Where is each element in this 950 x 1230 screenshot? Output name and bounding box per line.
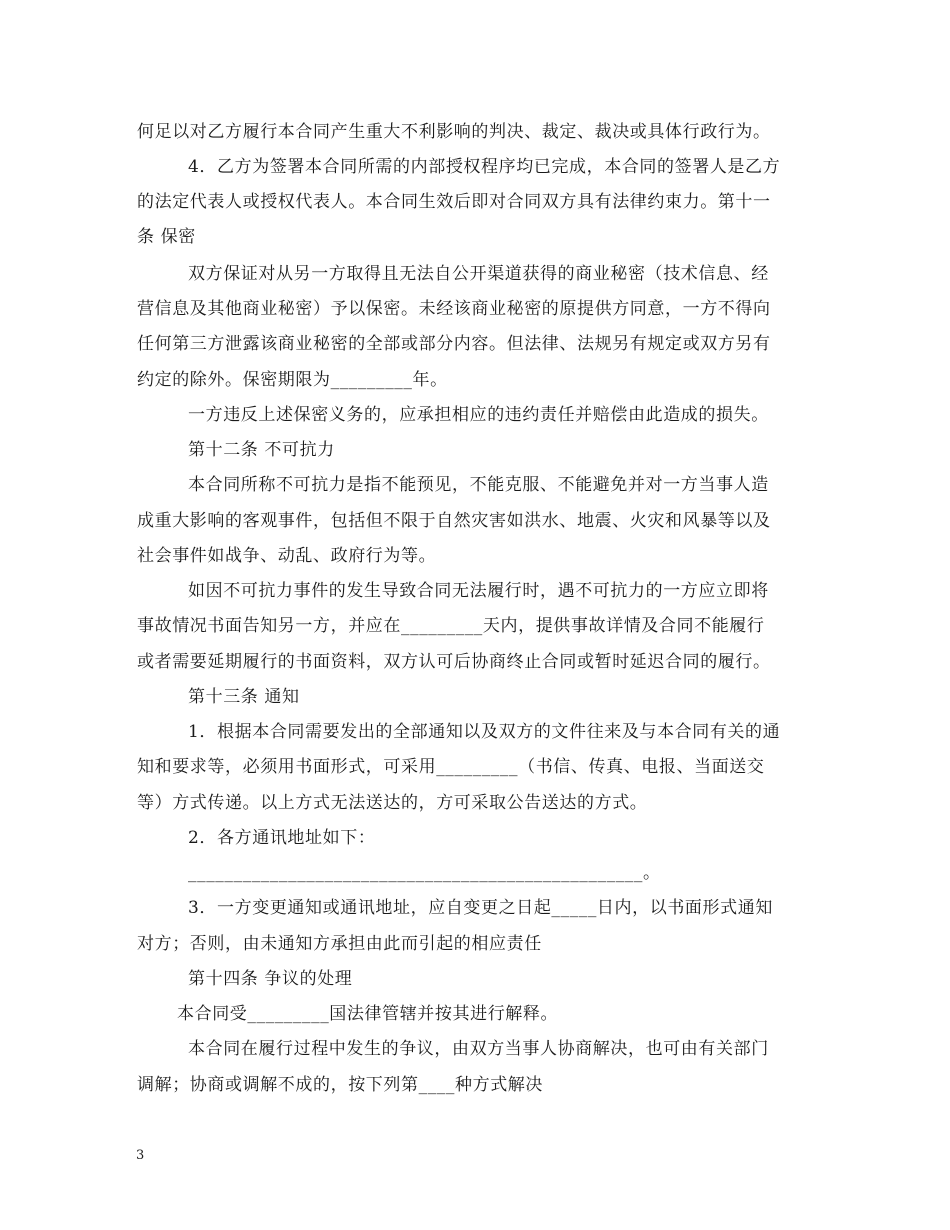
text-line: 2．各方通讯地址如下：: [188, 828, 376, 848]
section-heading: 第十二条 不可抗力: [188, 440, 335, 460]
section-heading: 条 保密: [137, 227, 196, 247]
text-line: 本合同在履行过程中发生的争议，由双方当事人协商解决，也可由有关部门: [188, 1039, 769, 1059]
section-heading: 第十三条 通知: [188, 687, 300, 707]
text-line: 知和要求等，必须用书面形式，可采用_________（书信、传真、电报、当面送交: [137, 757, 765, 777]
text-line: 或者需要延期履行的书面资料，双方认可后协商终止合同或暂时延迟合同的履行。: [137, 652, 771, 672]
text-line: 何足以对乙方履行本合同产生重大不利影响的判决、裁定、裁决或具体行政行为。: [137, 122, 771, 142]
text-line: 事故情况书面告知另一方，并应在_________天内，提供事故详情及合同不能履行: [137, 616, 765, 636]
address-blank-line: __________________________________________________。: [188, 863, 661, 883]
text-line: 双方保证对从另一方取得且无法自公开渠道获得的商业秘密（技术信息、经: [188, 264, 769, 284]
text-line: 一方违反上述保密义务的，应承担相应的违约责任并赔偿由此造成的损失。: [188, 405, 769, 425]
text-line: 营信息及其他商业秘密）予以保密。未经该商业秘密的原提供方同意，一方不得向: [137, 299, 771, 319]
text-line: 4．乙方为签署本合同所需的内部授权程序均已完成，本合同的签署人是乙方: [188, 157, 781, 177]
text-line: 社会事件如战争、动乱、政府行为等。: [137, 546, 437, 566]
text-line: 对方；否则，由未通知方承担由此而引起的相应责任: [137, 934, 542, 954]
text-line: 3．一方变更通知或通讯地址，应自变更之日起_____日内，以书面形式通知: [188, 898, 773, 918]
text-line: 调解；协商或调解不成的，按下列第____种方式解决: [137, 1075, 543, 1095]
text-line: 的法定代表人或授权代表人。本合同生效后即对合同双方具有法律约束力。第十一: [137, 192, 771, 212]
text-line: 本合同所称不可抗力是指不能预见，不能克服、不能避免并对一方当事人造: [188, 475, 769, 495]
text-line: 等）方式传递。以上方式无法送达的，方可采取公告送达的方式。: [137, 793, 648, 813]
text-line: 任何第三方泄露该商业秘密的全部或部分内容。但法律、法规另有规定或双方另有: [137, 334, 771, 354]
text-line: 约定的除外。保密期限为_________年。: [137, 370, 448, 390]
section-heading: 第十四条 争议的处理: [188, 969, 353, 989]
text-line: 如因不可抗力事件的发生导致合同无法履行时，遇不可抗力的一方应立即将: [188, 581, 769, 601]
text-line: 本合同受_________国法律管辖并按其进行解释。: [177, 1004, 559, 1024]
text-line: 1．根据本合同需要发出的全部通知以及双方的文件往来及与本合同有关的通: [188, 722, 781, 742]
text-line: 成重大影响的客观事件，包括但不限于自然灾害如洪水、地震、火灾和风暴等以及: [137, 511, 771, 531]
page-number: 3: [136, 1148, 145, 1163]
